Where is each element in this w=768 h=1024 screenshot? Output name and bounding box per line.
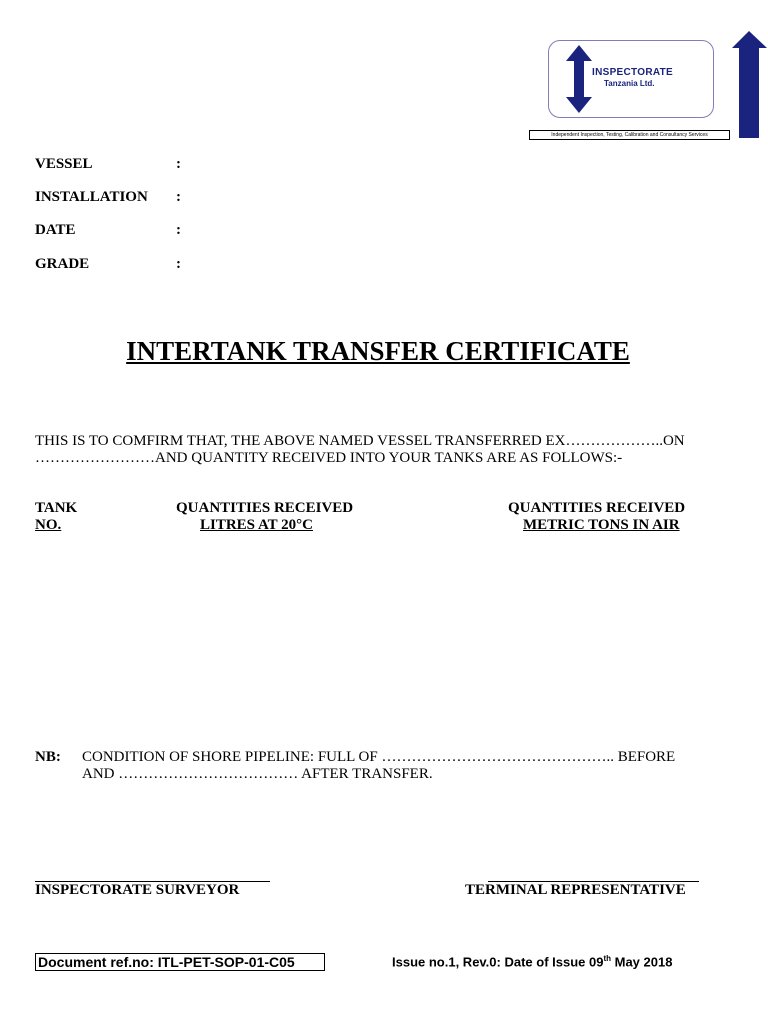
field-label-vessel: VESSEL — [35, 156, 93, 172]
column-litres-line-2: LITRES AT 20°C — [200, 517, 313, 533]
nb-line-2: AND ……………………………… AFTER TRANSFER. — [82, 766, 433, 782]
document-title: INTERTANK TRANSFER CERTIFICATE — [126, 336, 630, 366]
issue-text: Issue no.1, Rev.0: Date of Issue 09 — [392, 954, 604, 970]
issue-month-year: May 2018 — [611, 954, 673, 970]
double-arrow-icon — [563, 44, 595, 114]
column-litres-line-1: QUANTITIES RECEIVED — [176, 500, 354, 516]
field-label-date: DATE — [35, 222, 76, 238]
column-tank-line-1: TANK — [35, 500, 78, 516]
field-colon: : — [176, 222, 181, 238]
issue-info — [392, 954, 672, 969]
logo-tagline: Independent Inspection, Testing, Calibration and Consultancy Services — [529, 130, 730, 140]
column-tons-line-2: METRIC TONS IN AIR — [523, 517, 680, 533]
field-colon: : — [176, 189, 181, 205]
logo-subname: Tanzania Ltd. — [604, 79, 655, 88]
statement-line-2: ……………………AND QUANTITY RECEIVED INTO YOUR TANKS ARE AS FOLLOWS:- — [35, 450, 623, 466]
document-reference: Document ref.no: ITL-PET-SOP-01-C05 — [35, 953, 325, 971]
field-label-grade: GRADE — [35, 256, 90, 272]
field-colon: : — [176, 156, 181, 172]
signature-label-terminal: TERMINAL REPRESENTATIVE — [465, 882, 686, 898]
issue-ordinal-suffix: th — [603, 954, 612, 963]
column-tank-line-2: NO. — [35, 517, 62, 533]
brand-bar-icon — [731, 30, 768, 140]
field-colon: : — [176, 256, 181, 272]
column-tons-line-1: QUANTITIES RECEIVED — [508, 500, 686, 516]
statement-line-1: THIS IS TO COMFIRM THAT, THE ABOVE NAMED VESSEL TRANSFERRED EX………………..ON — [35, 433, 685, 449]
signature-label-surveyor: INSPECTORATE SURVEYOR — [35, 882, 240, 898]
nb-label: NB: — [35, 749, 61, 765]
field-label-installation: INSTALLATION — [35, 189, 148, 205]
nb-line-1: CONDITION OF SHORE PIPELINE: FULL OF ……………………………………….. BEFORE — [82, 749, 676, 765]
logo-name: INSPECTORATE — [592, 67, 674, 78]
